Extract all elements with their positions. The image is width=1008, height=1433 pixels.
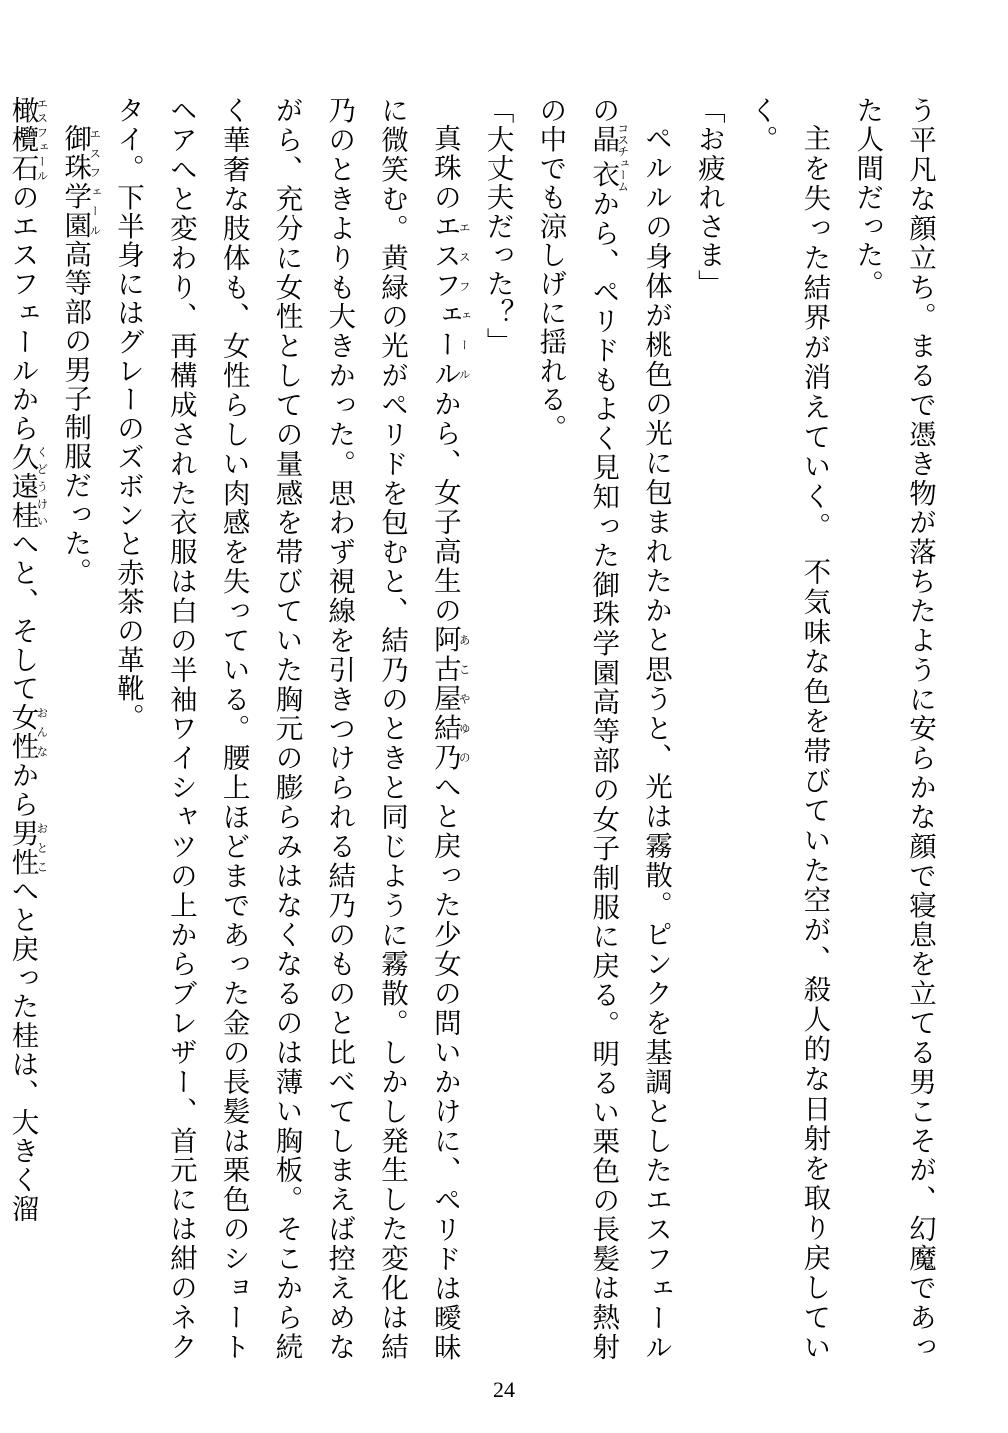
ruby-mitama-gakuen: 御珠学園エスフェール — [59, 123, 103, 240]
ruby-kudo-kei: 久遠桂くどうけい — [6, 442, 50, 530]
ruby-esfeel-1: エスフェールエスフェール — [428, 211, 472, 389]
ruby-costume: 晶衣コスチューム — [587, 122, 631, 192]
vertical-text-body — [6, 96, 946, 1362]
paragraph-4: ペルルの身体が桃色の光に包まれたかと思うと、光は霧散。ピンクを基調としたエスフェールの晶衣コスチュームから、ペリドもよく見知った御珠学園高等部の女子制服に戻る。明るい栗色の長髪は熱射の中でも涼しげに揺れる。 — [534, 96, 673, 1362]
paragraph-2: 主を失った結界が消えていく。 不気味な色を帯びていた空が、殺人的な日射を取り戻していく。 — [745, 96, 831, 1361]
page-number: 24 — [493, 1377, 515, 1402]
paragraph-5-dialogue: 「大丈夫だった？」 — [481, 96, 514, 357]
paragraph-1: う平凡な顔立ち。まるで憑き物が落ちたように安らかな顔で寝息を立てる男こそが、幻魔であった人間だった。 — [851, 96, 936, 1361]
paragraph-6: 真珠のエスフェールエスフェールから、女子高生の阿古屋結乃あこやゆのへと戻った少女の問いかけに、ペリドは曖昧に微笑む。黄緑の光がペリドを包むと、結乃のときと同じように霧散。しかし発生した変化は結乃のときよりも大きかった。思わず視線を引きつけられる結乃のものと比べてしまえば控えめながら、充分に女性としての量感を帯びていた胸元の膨らみはなくなるのは薄い胸板。そこから続く華奢な肢体も、女性らしい肉感を失っている。腰上ほどまであった金の長髪は栗色のショートヘアへと変わり、再構成された衣服は白の半袖ワイシャツの上からブレザー、首元には紺のネクタイ。下半身にはグレーのズボンと赤茶の革靴。 — [112, 96, 472, 1362]
ruby-kanranseki: 橄欖石エスフェール — [6, 96, 50, 183]
paragraph-3-dialogue: 「お疲れさま」 — [692, 96, 725, 299]
paragraph-7: 御珠学園エスフェール高等部の男子制服だった。 — [59, 123, 103, 586]
paragraph-8: 橄欖石エスフェールのエスフェールから久遠桂くどうけいへと、そして女性おんなから男性おとこへと戻った桂は、大きく溜 — [6, 96, 50, 1224]
ruby-onna: 女性おんな — [6, 702, 50, 761]
ruby-akoya-yuno: 阿古屋結乃あこやゆの — [428, 624, 472, 773]
ruby-otoko: 男性おとこ — [6, 818, 50, 877]
